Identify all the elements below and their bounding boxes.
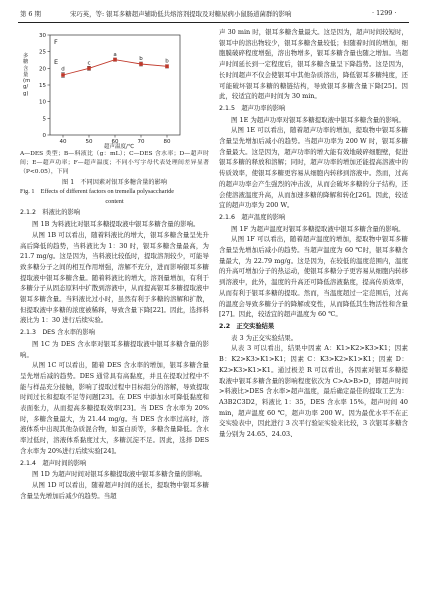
y-tick-label: 25 bbox=[39, 49, 46, 56]
data-point bbox=[165, 65, 169, 69]
y-tick-label: 30 bbox=[39, 33, 46, 39]
significance-letter: c bbox=[87, 60, 91, 67]
paragraph: 从图 1B 可以看出，随着料液比的增大，银耳多糖含量呈先升高后降低的趋势，当料液比为 1：30 时，银耳多糖含量最高，为 21.7 mg/g。这是因为，当料液比较低时，提取溶剂较少，可能导致多糖分子之间的相互作用增强，溶解不充分，进而影响银耳多糖提取液中银耳多糖含量。随着料液比的增大，溶剂量增加，有利于多糖分子从固态原料中扩散到溶液中，从而提高银耳多糖提取液中银耳多糖含量。当料液比过小时，虽然有利于多糖的溶解和扩散，但提取液中多糖的浓度被稀释，导致含量下降[22]。因此，选择料液比为 1：30 进行后续实验。 bbox=[20, 230, 209, 325]
significance-letter: b bbox=[165, 58, 169, 65]
plot-frame bbox=[50, 35, 180, 135]
issue-number: 第 6 期 bbox=[20, 10, 41, 18]
right-column bbox=[219, 27, 408, 440]
series-line bbox=[63, 60, 167, 75]
left-column bbox=[20, 27, 209, 501]
paragraph: 图 1E 为超声功率对银耳多糖提取液中银耳多糖含量的影响。 bbox=[231, 115, 405, 124]
y-tick-label: 5 bbox=[42, 116, 46, 123]
section-heading: 2.1.3 DES 含水率的影响 bbox=[20, 329, 95, 337]
section-heading: 2.2 正交实验结果 bbox=[219, 322, 275, 330]
figure-note: A—DES 类型；B—料液比（g：mL）；C—DES 含水率；D—超声时间；E—超声功率；F—超声温度；不同小写字母代表处理间差异显著（P<0.05），下同 bbox=[20, 151, 209, 176]
figure-caption-en-line1: Fig. 1 Effects of different factors on tremella polysaccharide bbox=[20, 188, 175, 196]
x-tick-label: 40 bbox=[59, 139, 67, 145]
figure-caption-en-line2: content bbox=[105, 197, 124, 205]
significance-letter: d bbox=[61, 66, 65, 73]
y-tick-label: 10 bbox=[39, 99, 46, 106]
section-heading: 2.1.2 料液比的影响 bbox=[20, 209, 81, 217]
paragraph: 声 30 min 时，银耳多糖含量最大。这是因为，超声时间较短时，银耳中的溶出物较少，银耳多糖含量较低；但随着时间的增加，细胞膜破碎程度增强，溶出物增多，银耳多糖含量也随之增加。当超声时间延长到一定程度后，银耳多糖含量呈下降趋势。这是因为，长时间超声不仅会使银耳中其他杂质溶出，降低银耳多糖纯度，还可能破坏银耳多糖的糖链结构，导致银耳多糖含量下降[25]。因此，较适宜的超声时间为 30 min。 bbox=[219, 28, 408, 101]
paragraph: 从图 1D 可以看出，随着超声时间的延长，提取物中银耳多糖含量呈先增加后减少的趋势。当超 bbox=[20, 480, 209, 500]
right-body-text bbox=[219, 27, 408, 440]
page-header bbox=[0, 0, 427, 24]
figure-chart bbox=[20, 27, 209, 150]
x-tick-label: 60 bbox=[111, 139, 119, 145]
x-tick-label: 50 bbox=[85, 139, 93, 145]
section-heading: 2.1.6 超声温度的影响 bbox=[219, 213, 286, 221]
panel-label: F bbox=[54, 38, 58, 46]
line-chart bbox=[20, 27, 209, 150]
paragraph: 从图 1C 可以看出，随着 DES 含水率的增加，银耳多糖含量呈先增后减的趋势。DES 通常具有高黏度，并且在提取过程中不能与样品充分接触，影响了提取过程中目标组分的溶解，导致提取时间过长和提取不足等问题[23]。在 DES 中添加水可降低黏度和表面张力，从而提高多糖提取效率[23]。当 DES 含水率为 20%时，多糖含量最大，为 21.44 mg/g。当 DES 含水率过高时，溶液体系中出现其他杂质混合物，如蛋白质等，多糖含量降低。含水率过低时，溶液体系黏度过大，多糖沉淀不足。因此，选择 DES 含水率为 20%进行后续实验[24]。 bbox=[20, 361, 209, 455]
paragraph: 表 3 为正交实验结果。 bbox=[231, 333, 298, 342]
header-rule bbox=[18, 22, 409, 23]
data-point bbox=[139, 62, 143, 66]
x-tick-label: 80 bbox=[163, 139, 171, 145]
x-tick-label: 70 bbox=[137, 139, 145, 145]
paragraph: 从图 1F 可以看出，随着超声温度的增加，提取物中银耳多糖含量呈先增加后减小的趋势。当超声温度为 60 ℃时，银耳多糖含量最大，为 22.79 mg/g。这是因为，在较低的温度范围内，温度的升高可增加分子的热运动，使银耳多糖分子更容易从细胞内转移到溶液中，此外，温度的升高还可降低溶液黏度，提高传质效率，从而有利于银耳多糖的提取。然而，当温度超过一定范围后，过高的温度会导致多糖分子的降解或变性，从而降低其生物活性和含量[27]。因此，较适宜的超声温度为 60 ℃。 bbox=[219, 235, 408, 319]
y-tick-label: 15 bbox=[39, 83, 46, 89]
page-number: · 1299 · bbox=[372, 9, 397, 17]
section-heading: 2.1.4 超声时间的影响 bbox=[20, 459, 87, 467]
data-point bbox=[61, 73, 65, 77]
left-body-text bbox=[20, 208, 209, 501]
panel-label: E bbox=[54, 58, 59, 66]
figure-caption-cn: 图 1 不同因素对银耳多糖含量的影响 bbox=[62, 178, 167, 186]
section-heading: 2.1.5 超声功率的影响 bbox=[219, 104, 286, 112]
paragraph: 图 1F 为超声温度对银耳多糖提取液中银耳多糖含量的影响。 bbox=[231, 224, 405, 233]
data-point bbox=[87, 67, 91, 71]
data-point bbox=[113, 58, 117, 62]
y-tick-label: 0 bbox=[42, 133, 46, 139]
running-title: 宋巧英，等: 银耳多糖超声辅助低共熔溶剂提取及对糖尿病小鼠肠道菌群的影响 bbox=[70, 10, 292, 18]
paragraph: 图 1D 为超声时间对银耳多糖提取液中银耳多糖含量的影响。 bbox=[32, 470, 207, 479]
y-tick-label: 20 bbox=[39, 66, 46, 73]
paragraph: 图 1B 为料液比对银耳多糖提取液中银耳多糖含量的影响。 bbox=[32, 220, 200, 229]
significance-letter: b bbox=[139, 56, 143, 62]
paragraph: 图 1C 为 DES 含水率对银耳多糖提取液中银耳多糖含量的影响。 bbox=[20, 339, 209, 359]
significance-letter: a bbox=[113, 52, 117, 58]
y-axis-label: 多糖含量(mg/g) bbox=[23, 53, 31, 97]
paragraph: 从表 3 可以看出，结果中因素 A：K1>K2>K3>K1；因素 B：K2>K3>K1>K1；因素 C：K3>K2>K1>K1；因素 D：K2>K3>K1>K1。通过极差 R 可以看出，各因素对银耳多糖提取液中银耳多糖含量的影响程度依次为 C>A>B>D，即超声时间>料液比>DES 含水率>超声温度，最后确定最佳的提取工艺为：A3B2C3D2，料液比 1：35，DES 含水率 15%，超声时间 40 min，超声温度 60 ℃，超声功率 200 W。因为最优水平不在正交实验表中，因此进行 3 次平行验证实验来比较，3 次银耳多糖含量分别为 24.65、24.03、 bbox=[219, 344, 408, 439]
paragraph: 从图 1E 可以看出，随着超声功率的增加，提取物中银耳多糖含量呈先增加后减小的趋势。当超声功率为 200 W 时，银耳多糖含量最大。这是因为，超声功率的增大能有效地破碎细胞壁，促进银耳多糖的释放和溶解；同时，超声功率的增加还能提高溶液中的传质效率，使银耳多糖更容易从细胞内转移到溶液中。然而，过高的超声功率会产生强烈的冲击波，从而会破坏多糖的分子结构，还会使溶液温度升高，从而加速多糖的降解和转化[26]。因此，较适宜的超声功率为 200 W。 bbox=[219, 126, 408, 210]
x-axis-label: 超声温度/℃ bbox=[104, 144, 135, 150]
